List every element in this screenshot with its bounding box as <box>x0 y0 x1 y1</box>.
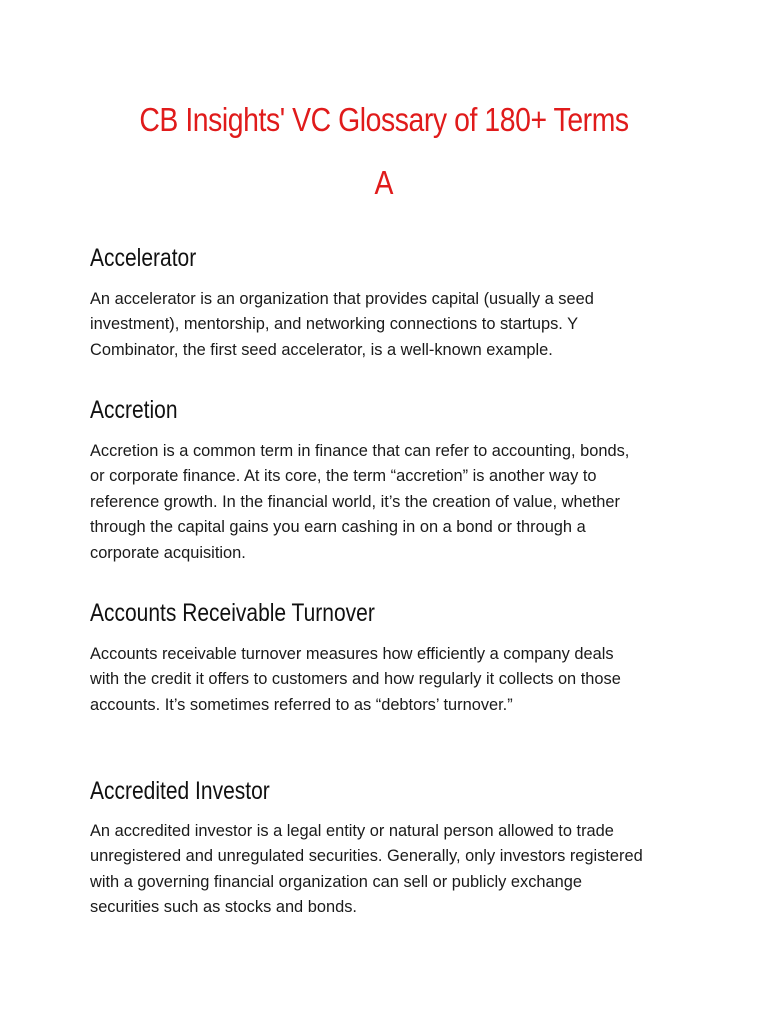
section-letter: A <box>374 164 394 201</box>
term-definition-accredited-investor <box>90 819 690 921</box>
definition-line: securities such as stocks and bonds. <box>90 898 357 917</box>
term-definition-accelerator <box>90 287 690 363</box>
term-heading-accretion: Accretion <box>90 396 178 424</box>
definition-line: investment), mentorship, and networking connections to startups. Y <box>90 315 579 334</box>
definition-line: or corporate finance. At its core, the term “accretion” is another way to <box>90 467 597 486</box>
definition-line: Combinator, the first seed accelerator, is a well-known example. <box>90 340 553 359</box>
definition-line: An accelerator is an organization that provides capital (usually a seed <box>90 290 594 308</box>
document-title: CB Insights' VC Glossary of 180+ Terms <box>139 101 629 138</box>
term-heading-accounts-receivable-turnover: Accounts Receivable Turnover <box>90 599 375 627</box>
term-definition-accretion <box>90 439 690 566</box>
definition-line: Accretion is a common term in finance that can refer to accounting, bonds, <box>90 442 630 460</box>
definition-line: corporate acquisition. <box>90 543 246 562</box>
definition-line: with a governing financial organization can sell or publicly exchange <box>90 872 583 891</box>
definition-line: An accredited investor is a legal entity or natural person allowed to trade <box>90 822 614 840</box>
definition-line: with the credit it offers to customers and how regularly it collects on those <box>90 670 621 689</box>
term-heading-accredited-investor: Accredited Investor <box>90 777 270 805</box>
definition-line: accounts. It’s sometimes referred to as “debtors’ turnover.” <box>90 695 513 714</box>
definition-line: through the capital gains you earn cashing in on a bond or through a <box>90 518 586 537</box>
term-heading-accelerator: Accelerator <box>90 244 197 272</box>
definition-line: unregistered and unregulated securities. Generally, only investors registered <box>90 847 643 866</box>
definition-line: Accounts receivable turnover measures how efficiently a company deals <box>90 645 614 663</box>
term-definition-accounts-receivable-turnover <box>90 642 690 718</box>
definition-line: reference growth. In the financial world, it’s the creation of value, whether <box>90 492 620 511</box>
